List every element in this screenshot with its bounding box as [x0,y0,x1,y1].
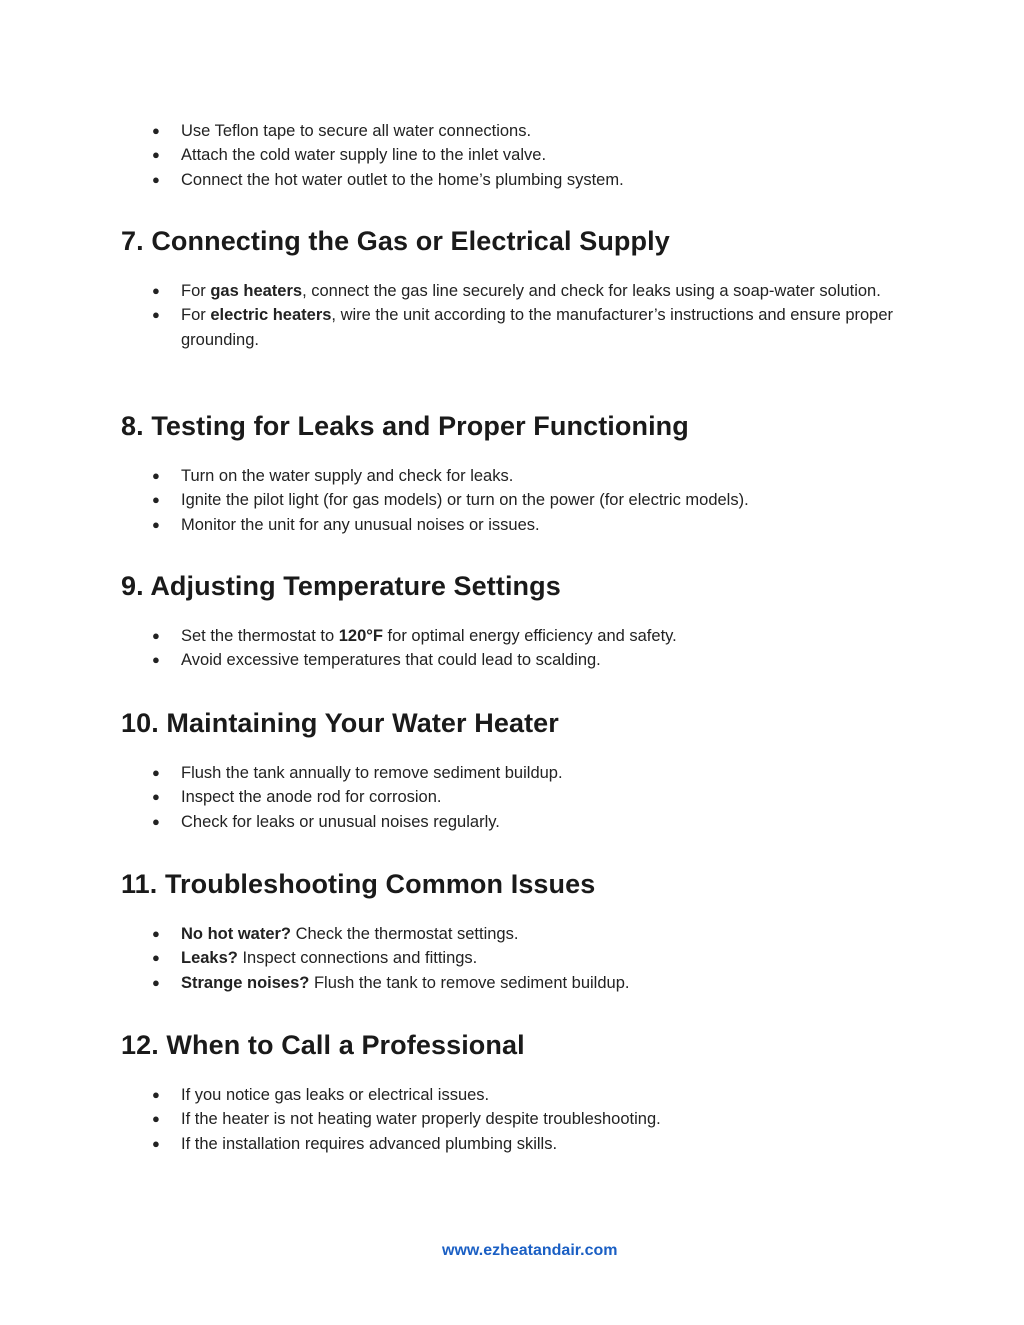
list-item: ● If the heater is not heating water properly despite troubleshooting. [0,1107,1024,1131]
bullet-icon: ● [152,789,160,805]
list-item: ● For gas heaters, connect the gas line securely and check for leaks using a soap-water solution. [0,279,1024,303]
section-call-professional [0,1029,1024,1156]
bullet-icon: ● [152,1087,160,1102]
bullet-icon: ● [152,652,160,668]
bullet-icon: ● [152,307,160,323]
bullet-icon: ● [152,628,160,643]
list-item: ● No hot water? Check the thermostat settings. [0,922,1024,946]
bullet-icon: ● [152,950,160,966]
section-gas-electrical-supply [0,225,1024,352]
list-item: ● If you notice gas leaks or electrical issues. [0,1083,1024,1107]
list-item: ● Leaks? Inspect connections and fittings. [0,946,1024,970]
section-heading: 10. Maintaining Your Water Heater [121,708,559,738]
bullet-icon: ● [152,516,160,532]
list-item: ● Strange noises? Flush the tank to remove sediment buildup. [0,971,1024,995]
bullet-icon: ● [152,926,160,941]
section-heading: 11. Troubleshooting Common Issues [121,869,596,899]
list-item: ● Connect the hot water outlet to the home’s plumbing system. [0,168,1024,192]
section-heading: 9. Adjusting Temperature Settings [121,571,561,601]
bullet-icon: ● [152,1135,160,1151]
list-item: ● Ignite the pilot light (for gas models) or turn on the power (for electric models). [0,488,1024,512]
bullet-icon: ● [152,468,160,483]
website-link[interactable]: www.ezheatandair.com [442,1242,618,1259]
bullet-icon: ● [152,147,160,163]
list-item: ● For electric heaters, wire the unit according to the manufacturer’s instructions and ensure proper grounding. [0,303,1024,352]
list-item: ● Inspect the anode rod for corrosion. [0,785,1024,809]
list-item: ● Check for leaks or unusual noises regularly. [0,810,1024,834]
bullet-icon: ● [152,1111,160,1127]
section-heading: 7. Connecting the Gas or Electrical Supply [121,226,670,256]
list-item: ● Flush the tank annually to remove sediment buildup. [0,761,1024,785]
section-testing-leaks [0,410,1024,537]
section-maintaining-heater [0,707,1024,834]
list-item: ● Set the thermostat to 120°F for optimal energy efficiency and safety. [0,624,1024,648]
section-troubleshooting [0,868,1024,995]
section-heading: 12. When to Call a Professional [121,1030,525,1060]
bullet-icon: ● [152,171,160,187]
section-heading: 8. Testing for Leaks and Proper Functioning [121,411,689,441]
section-temperature-settings [0,570,1024,673]
list-item: ● Attach the cold water supply line to the inlet valve. [0,143,1024,167]
bullet-icon: ● [152,492,160,508]
list-item: ● Monitor the unit for any unusual noises or issues. [0,513,1024,537]
bullet-icon: ● [152,813,160,829]
list-item: ● If the installation requires advanced plumbing skills. [0,1132,1024,1156]
bullet-icon: ● [152,123,160,138]
bullet-icon: ● [152,974,160,990]
bullet-icon: ● [152,765,160,780]
list-item: ● Avoid excessive temperatures that could lead to scalding. [0,648,1024,672]
list-item: ● Use Teflon tape to secure all water connections. [0,119,1024,143]
intro-bullet-list [0,119,1024,192]
list-item: ● Turn on the water supply and check for leaks. [0,464,1024,488]
bullet-icon: ● [152,283,160,298]
